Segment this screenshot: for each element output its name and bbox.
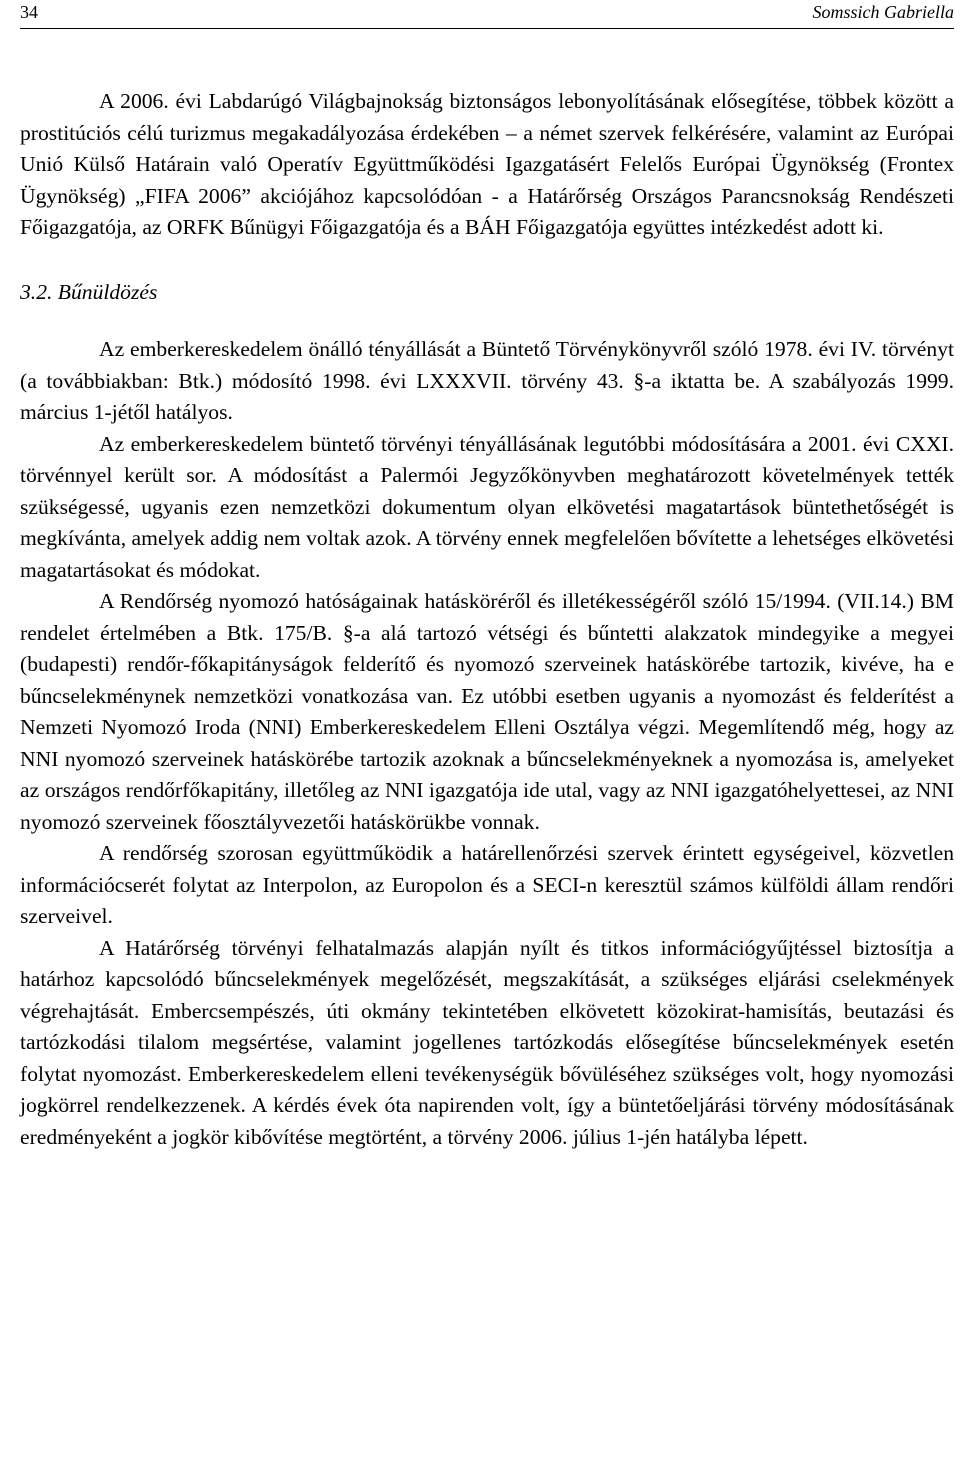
document-page: [20, 0, 954, 1153]
section-heading: 3.2. Bűnüldözés: [20, 279, 158, 304]
page-number: 34: [20, 2, 38, 22]
page-header: [20, 0, 954, 29]
paragraph: A 2006. évi Labdarúgó Világbajnokság biztonságos lebonyolításának elősegítése, többek között a prostitúciós célú turizmus megakadályozása érdekében – a német szervek felkérésére, valamint az Európai Unió Külső Határain való Operatív Együttműködési Igazgatásért Felelős Európai Ügynökség (Frontex Ügynökség) „FIFA 2006” akciójához kapcsolódóan - a Határőrség Országos Parancsnokság Rendészeti Főigazgatója, az ORFK Bűnügyi Főigazgatója és a BÁH Főigazgatója együttes intézkedést adott ki.: [20, 89, 954, 239]
paragraph: Az emberkereskedelem önálló tényállását a Büntető Törvénykönyvről szóló 1978. évi IV. törvényt (a továbbiakban: Btk.) módosító 1998. évi LXXXVII. törvény 43. §-a iktatta be. A szabályozás 1999. március 1-jétől hatályos.: [20, 337, 954, 424]
running-author: Somssich Gabriella: [812, 2, 954, 22]
paragraph: A Határőrség törvényi felhatalmazás alapján nyílt és titkos információgyűjtéssel biztosítja a határhoz kapcsolódó bűncselekmények megelőzését, megszakítását, a szükséges eljárási cselekmények végrehajtását. Embercsempészés, úti okmány tekintetében elkövetett közokirat-hamisítás, beutazási és tartózkodási tilalom megsértése, valamint jogellenes tartózkodás elősegítése bűncselekmények esetén folytat nyomozást. Emberkereskedelem elleni tevékenységük bővüléséhez szükséges volt, hogy nyomozási jogkörrel rendelkezzenek. A kérdés évek óta napirenden volt, így a büntetőeljárási törvény módosításának eredményeként a jogkör kibővítése megtörtént, a törvény 2006. július 1-jén hatályba lépett.: [20, 935, 954, 1149]
paragraph: Az emberkereskedelem büntető törvényi tényállásának legutóbbi módosítására a 2001. évi CXXI. törvénnyel került sor. A módosítást a Palermói Jegyzőkönyvben meghatározott követelmények tették szükségessé, ugyanis ezen nemzetközi dokumentum olyan elkövetési magatartások büntethetőségét is megkívánta, amelyek addig nem voltak azok. A törvény ennek megfelelően bővítette a lehetséges elkövetési magatartásokat és módokat.: [20, 431, 954, 582]
paragraph: A rendőrség szorosan együttműködik a határellenőrzési szervek érintett egységeivel, közvetlen információcserét folytat az Interpolon, az Europolon és a SECI-n keresztül számos külföldi állam rendőri szerveivel.: [20, 841, 954, 928]
paragraph: A Rendőrség nyomozó hatóságainak hatásköréről és illetékességéről szóló 15/1994. (VII.14.) BM rendelet értelmében a Btk. 175/B. §-a alá tartozó vétségi és bűntetti alakzatok mindegyike a megyei (budapesti) rendőr-főkapitányságok felderítő és nyomozó szerveinek hatáskörébe tartozik, kivéve, ha e bűncselekménynek nemzetközi vonatkozása van. Ez utóbbi esetben ugyanis a nyomozást és felderítést a Nemzeti Nyomozó Iroda (NNI) Emberkereskedelem Elleni Osztálya végzi. Megemlítendő még, hogy az NNI nyomozó szerveinek hatáskörébe tartozik azoknak a bűncselekményeknek a nyomozása is, amelyeket az országos rendőrfőkapitány, illetőleg az NNI igazgatója ide utal, vagy az NNI igazgatóhelyettesei, az NNI nyomozó szerveinek főosztályvezetői hatáskörükbe vonnak.: [20, 589, 954, 834]
